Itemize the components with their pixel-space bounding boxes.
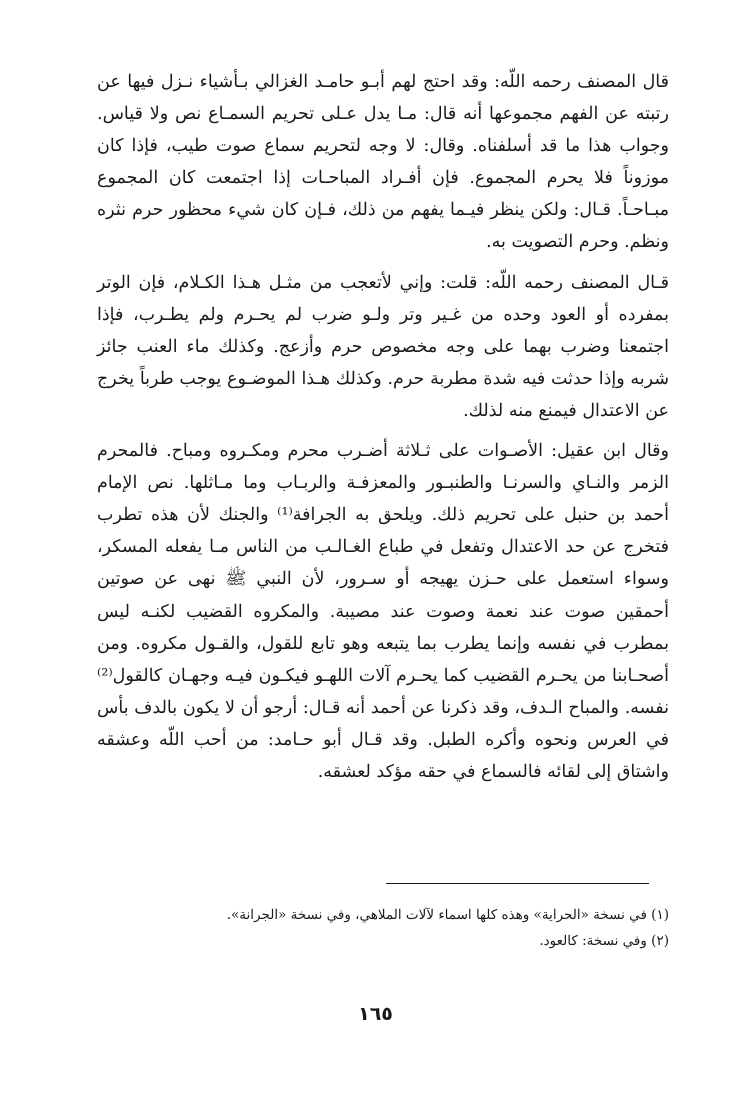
paragraph-2: قـال المصنف رحمه اللّه: قلت: وإني لأتعجب من مثـل هـذا الكـلام، فإن الوتر بمفرده أو العود وحده من غـير وتر ولـو ضرب لم يحـرم ولم يطـرب، فإذا اجتمعنا وضرب بهما على وجه مخصوص حرم وأزعج. وكذلك ماء العنب جائز شربه وإذا حدثت فيه شدة مطربة حرم. وكذلك هـذا الموضـوع يوجب طرباً يخرج عن الاعتدال فيمنع منه لذلك.: [97, 272, 669, 421]
footnote-2: (٢) وفي نسخة: كالعود.: [539, 933, 669, 949]
paragraph-3: وقال ابن عقيل: الأصـوات على ثـلاثة أضـرب محرم ومكـروه ومباح. فالمحرم الزمر والنـاي والسرنـا والطنبـور والمعزفـة والربـاب وما مـاثلها. نص الإمام أحمد بن حنبل على تحريم ذلك. ويلحق به الجرافة⁽¹⁾ والجنك لأن هذه تطرب فتخرج عن حد الاعتدال وتفعل في طباع الغـالـب من الناس مـا يفعله المسكر، وسواء استعمل على حـزن يهيجه أو سـرور، لأن النبي ﷺ نهى عن صوتين أحمقين صوت عند نعمة وصوت عند مصيبة. والمكروه القضيب لكنـه ليس بمطرب في نفسه وإنما يطرب بما يتبعه وهو تابع للقول، والقـول مكروه. ومن أصحـابنا من يحـرم القضيب كما يحـرم آلات اللهـو فيكـون فيـه وجهـان كالقول⁽²⁾ نفسه. والمباح الـدف، وقد ذكرنا عن أحمد أنه قـال: أرجو أن لا يكون بالدف بأس في العرس ونحوه وأكره الطبل. وقد قـال أبو حـامد: من أحب اللّه وعشقه واشتاق إلى لقائه فالسماع في حقه مؤكد لعشقه.: [97, 441, 669, 782]
footnote-divider: [386, 883, 649, 884]
page-number: ١٦٥: [358, 1003, 393, 1025]
main-text: [97, 66, 669, 788]
paragraph-1: قال المصنف رحمه اللّه: وقد احتج لهم أبـو حامـد الغزالي بـأشياء نـزل فيها عن رتبته عن الفهم مجموعها أنه قال: مـا يدل عـلى تحريم السمـاع نص ولا قياس. وجواب هذا ما قد أسلفناه. وقال: لا وجه لتحريم سماع صوت طيب، فإذا كان موزوناً فلا يحرم المجموع. فإن أفـراد المباحـات إذا اجتمعت كان المجموع مبـاحـاً. قـال: ولكن ينظر فيـما يفهم من ذلك، فـإن كان شيء محظور حرم نثره ونظم. وحرم التصويت به.: [97, 72, 669, 253]
footnotes: [97, 902, 669, 954]
footnote-1: (١) في نسخة «الحراية» وهذه كلها اسماء لآلات الملاهي، وفي نسخة «الجرانة».: [226, 907, 669, 923]
